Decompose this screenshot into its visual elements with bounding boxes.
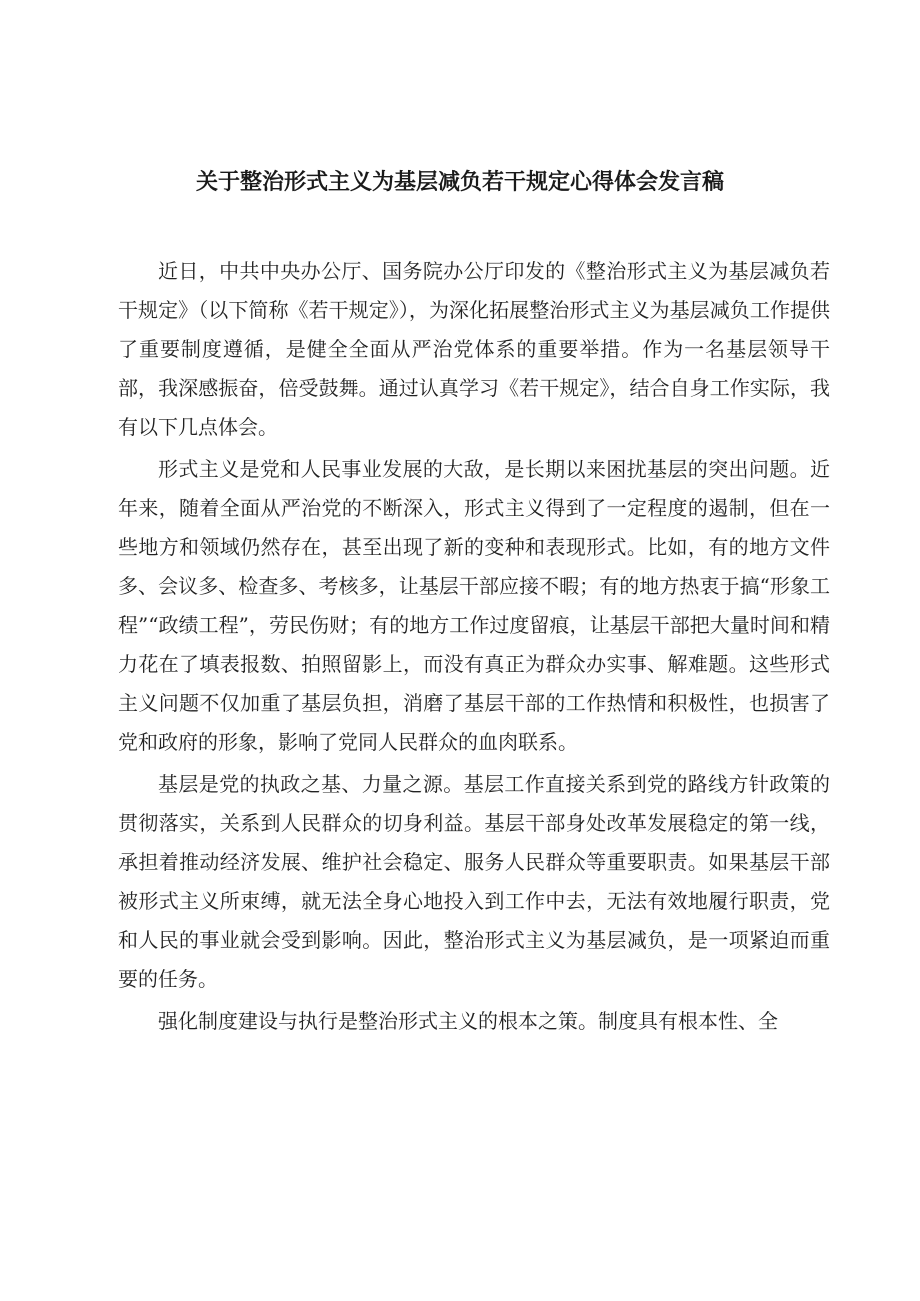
document-body <box>118 252 830 1044</box>
paragraph-3: 基层是党的执政之基、力量之源。基层工作直接关系到党的路线方针政策的贯彻落实，关系到人民群众的切身利益。基层干部身处改革发展稳定的第一线，承担着推动经济发展、维护社会稳定、服务人民群众等重要职责。如果基层干部被形式主义所束缚，就无法全身心地投入到工作中去，无法有效地履行职责，党和人民的事业就会受到影响。因此，整治形式主义为基层减负，是一项紧迫而重要的任务。 <box>118 772 830 991</box>
paragraph-2: 形式主义是党和人民事业发展的大敌，是长期以来困扰基层的突出问题。近年来，随着全面从严治党的不断深入，形式主义得到了一定程度的遏制，但在一些地方和领域仍然存在，甚至出现了新的变种和表现形式。比如，有的地方文件多、会议多、检查多、考核多，让基层干部应接不暇；有的地方热衷于搞“形象工程”“政绩工程”，劳民伤财；有的地方工作过度留痕，让基层干部把大量时间和精力花在了填表报数、拍照留影上，而没有真正为群众办实事、解难题。这些形式主义问题不仅加重了基层负担，消磨了基层干部的工作热情和积极性，也损害了党和政府的形象，影响了党同人民群众的血肉联系。 <box>118 457 830 754</box>
paragraph-1: 近日，中共中央办公厅、国务院办公厅印发的《整治形式主义为基层减负若干规定》（以下简称《若干规定》），为深化拓展整治形式主义为基层减负工作提供了重要制度遵循，是健全全面从严治党体系的重要举措。作为一名基层领导干部，我深感振奋，倍受鼓舞。通过认真学习《若干规定》，结合自身工作实际，我有以下几点体会。 <box>118 259 830 439</box>
document-title: 关于整治形式主义为基层减负若干规定心得体会发言稿 <box>195 170 724 195</box>
paragraph-4: 强化制度建设与执行是整治形式主义的根本之策。制度具有根本性、全 <box>158 1009 778 1033</box>
